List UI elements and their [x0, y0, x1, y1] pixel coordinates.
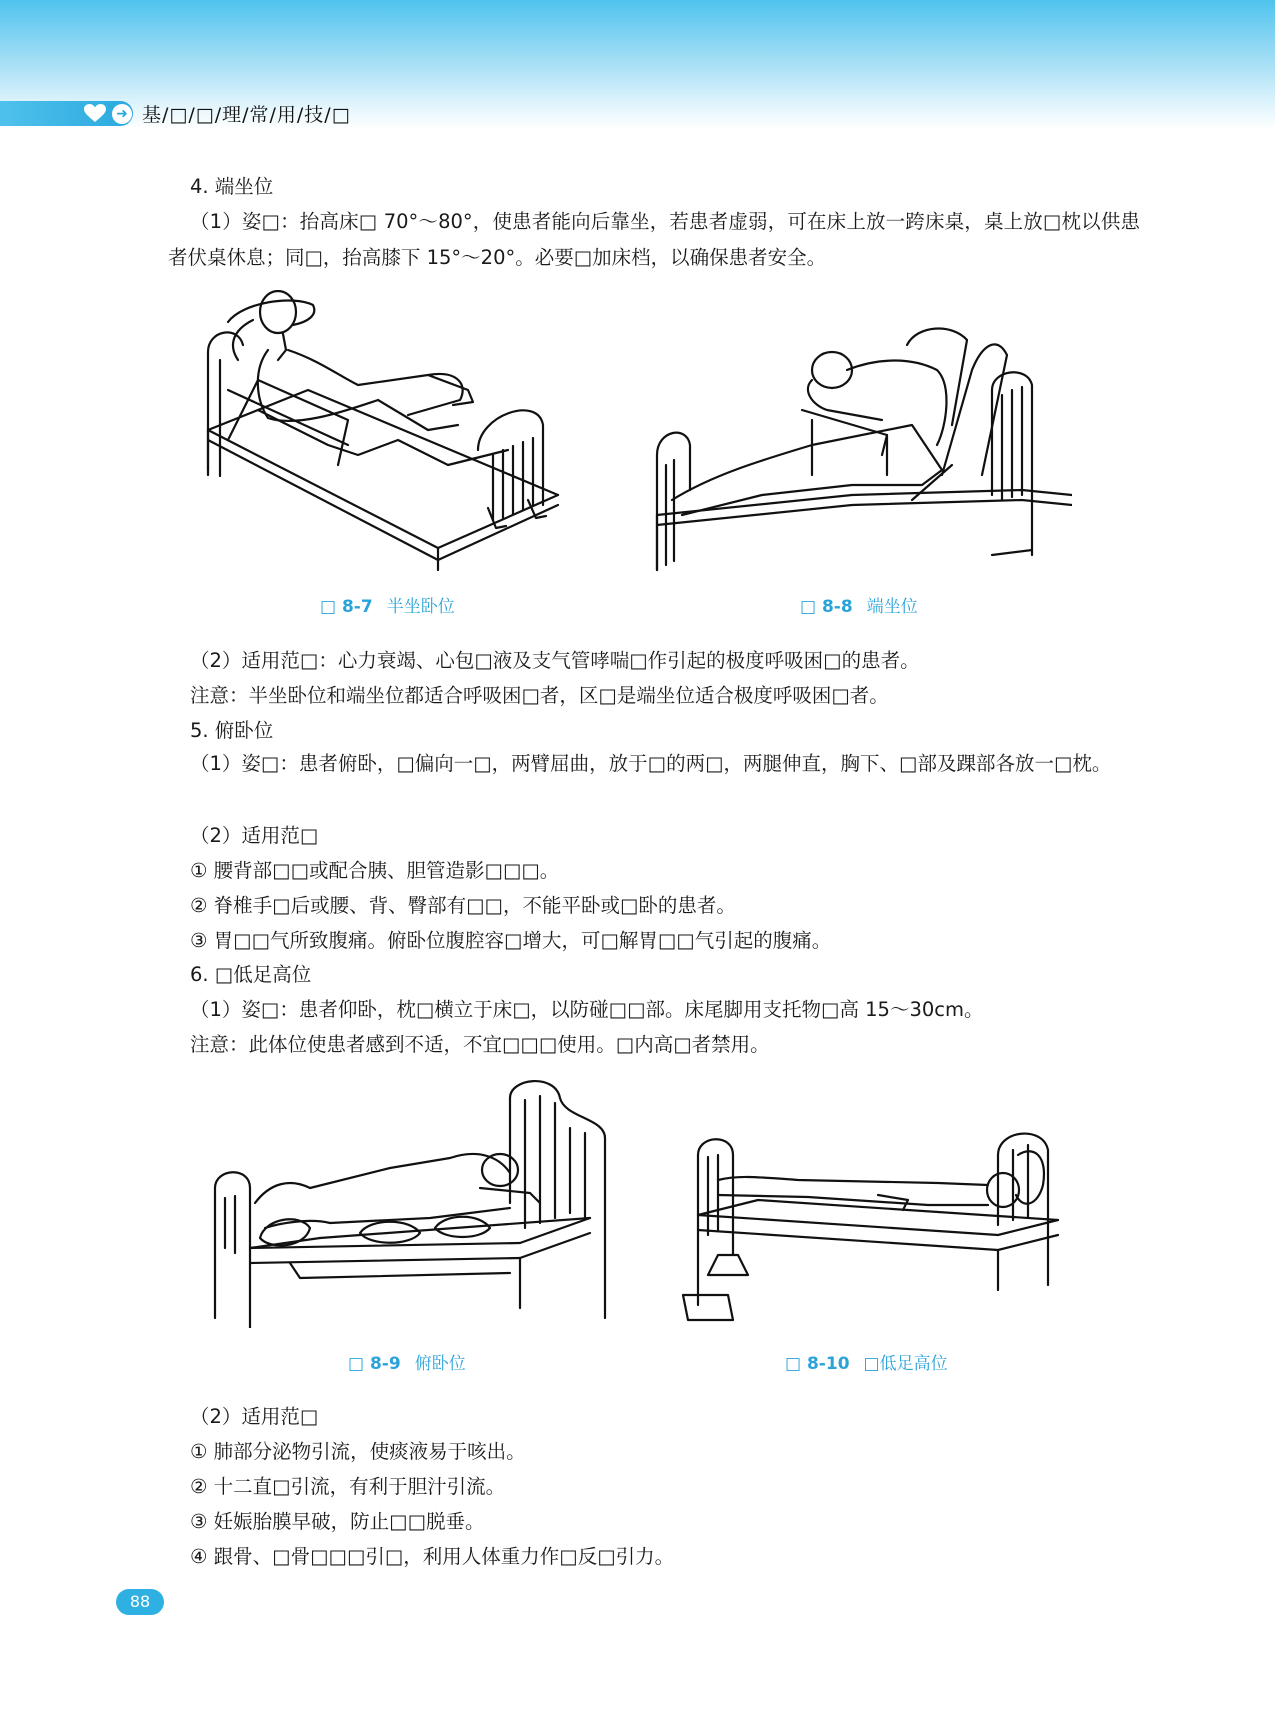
- paragraph-s4-note: 注意：半坐卧位和端坐位都适合呼吸困□者，区□是端坐位适合极度呼吸困□者。: [190, 684, 889, 707]
- figure-caption-8-9: [348, 1349, 466, 1374]
- figure-title: 半坐卧位: [386, 597, 455, 617]
- figure-caption-8-8: [800, 592, 918, 617]
- figure-head-low-feet-high: [678, 1125, 1063, 1335]
- figure-prone: [210, 1078, 615, 1328]
- figure-sitting-upright: [652, 325, 1072, 580]
- figure-title: 端坐位: [866, 597, 918, 617]
- section-heading-4: 4. 端坐位: [190, 175, 274, 198]
- figure-number: □ 8-7: [320, 597, 373, 617]
- figure-semi-reclining: [198, 290, 598, 575]
- list-item-s5-1: ① 腰背部□□或配合胰、胆管造影□□□。: [190, 859, 560, 882]
- paragraph-s5-posture: （1）姿□：患者俯卧，□偏向一□，两臂屈曲，放于□的两□，两腿伸直，胸下、□部及踝部各放一□枕。: [190, 752, 1112, 775]
- figure-number: □ 8-10: [785, 1354, 850, 1374]
- list-item-s6-3: ③ 妊娠胎膜早破，防止□□脱垂。: [190, 1510, 485, 1533]
- figure-caption-8-7: [320, 592, 455, 617]
- figure-caption-8-10: [785, 1349, 948, 1374]
- paragraph-s4-scope: （2）适用范□：心力衰竭、心包□液及支气管哮喘□作引起的极度呼吸困□的患者。: [190, 649, 920, 672]
- figure-number: □ 8-8: [800, 597, 853, 617]
- list-item-s6-2: ② 十二直□引流，有利于胆汁引流。: [190, 1475, 506, 1498]
- arrow-right-circle-icon: ➜: [112, 104, 132, 124]
- paragraph-s6-scope-heading: （2）适用范□: [190, 1405, 319, 1428]
- book-title: 基/□/□/理/常/用/技/□: [142, 104, 351, 126]
- page-number: 88: [116, 1589, 164, 1615]
- figure-number: □ 8-9: [348, 1354, 401, 1374]
- figure-title: 俯卧位: [414, 1354, 466, 1374]
- paragraph-s6-posture: （1）姿□：患者仰卧，枕□横立于床□，以防碰□□部。床尾脚用支托物□高 15～30cm。: [190, 998, 984, 1021]
- figure-title: □低足高位: [863, 1354, 948, 1374]
- list-item-s6-1: ① 肺部分泌物引流，使痰液易于咳出。: [190, 1440, 526, 1463]
- list-item-s5-2: ② 脊椎手□后或腰、背、臀部有□□，不能平卧或□卧的患者。: [190, 894, 736, 917]
- paragraph-s5-scope-heading: （2）适用范□: [190, 824, 319, 847]
- section-heading-6: 6. □低足高位: [190, 963, 312, 986]
- paragraph-s6-note: 注意：此体位使患者感到不适，不宜□□□使用。□内高□者禁用。: [190, 1033, 770, 1056]
- heart-icon: [84, 104, 106, 123]
- paragraph-s4-posture: （1）姿□：抬高床□ 70°～80°，使患者能向后靠坐，若患者虚弱，可在床上放一跨床桌，桌上放□枕以供患者伏桌休息；同□，抬高膝下 15°～20°。必要□加床档，以确保患者安全。: [168, 210, 1140, 269]
- section-heading-5: 5. 俯卧位: [190, 719, 274, 742]
- list-item-s5-3: ③ 胃□□气所致腹痛。俯卧位腹腔容□增大，可□解胃□□气引起的腹痛。: [190, 929, 832, 952]
- list-item-s6-4: ④ 跟骨、□骨□□□引□，利用人体重力作□反□引力。: [190, 1545, 675, 1568]
